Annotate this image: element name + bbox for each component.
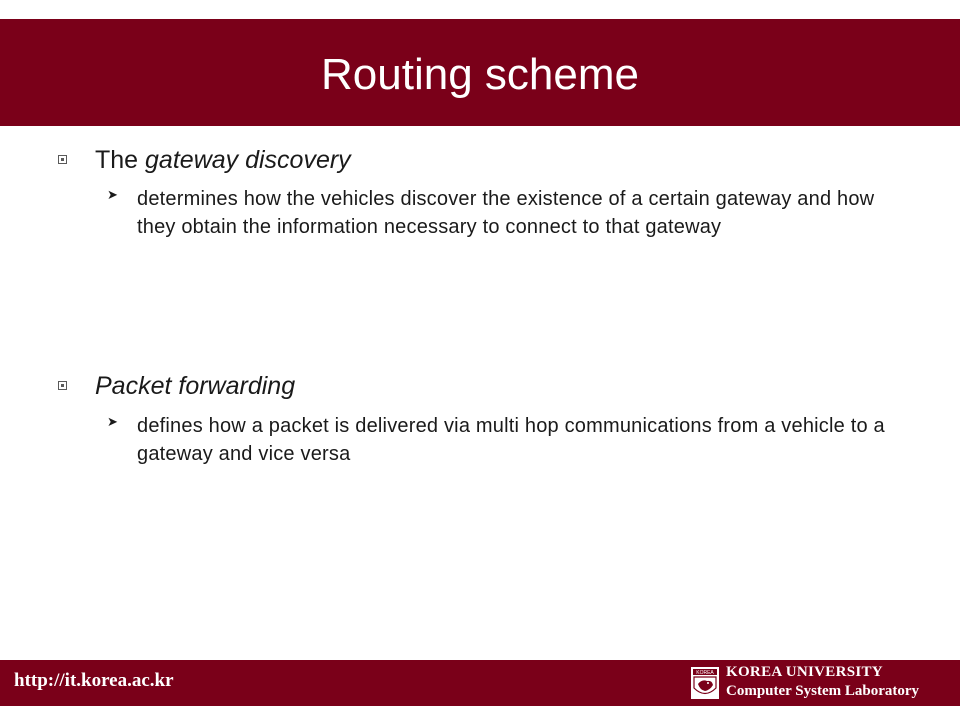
- heading-prefix: The: [95, 146, 146, 174]
- section-heading-text: [95, 371, 295, 401]
- sub-item-text: determines how the vehicles discover the existence of a certain gateway and how they obtain the information necessary to connect to that gateway: [137, 188, 875, 238]
- title-bar: [0, 19, 960, 126]
- section-heading-text: [95, 145, 351, 175]
- heading-italic: Packet forwarding: [95, 372, 296, 400]
- square-bullet-icon: [58, 155, 67, 164]
- heading-italic: gateway discovery: [145, 146, 351, 174]
- lab-name: Computer System Laboratory: [726, 683, 920, 699]
- footer-url-link[interactable]: http://it.korea.ac.kr: [14, 670, 174, 691]
- arrow-bullet-icon: ➤: [107, 414, 118, 429]
- slide-title: Routing scheme: [321, 50, 639, 99]
- arrow-bullet-icon: ➤: [107, 187, 118, 202]
- sub-item-text: defines how a packet is delivered via multi hop communications from a vehicle to a gateway and vice versa: [137, 415, 885, 465]
- korea-university-logo-icon: [690, 666, 720, 700]
- university-name: KOREA UNIVERSITY: [726, 664, 883, 680]
- logo-text: KOREA: [696, 670, 714, 676]
- footer-bar: [0, 660, 960, 706]
- square-bullet-icon: [58, 381, 67, 390]
